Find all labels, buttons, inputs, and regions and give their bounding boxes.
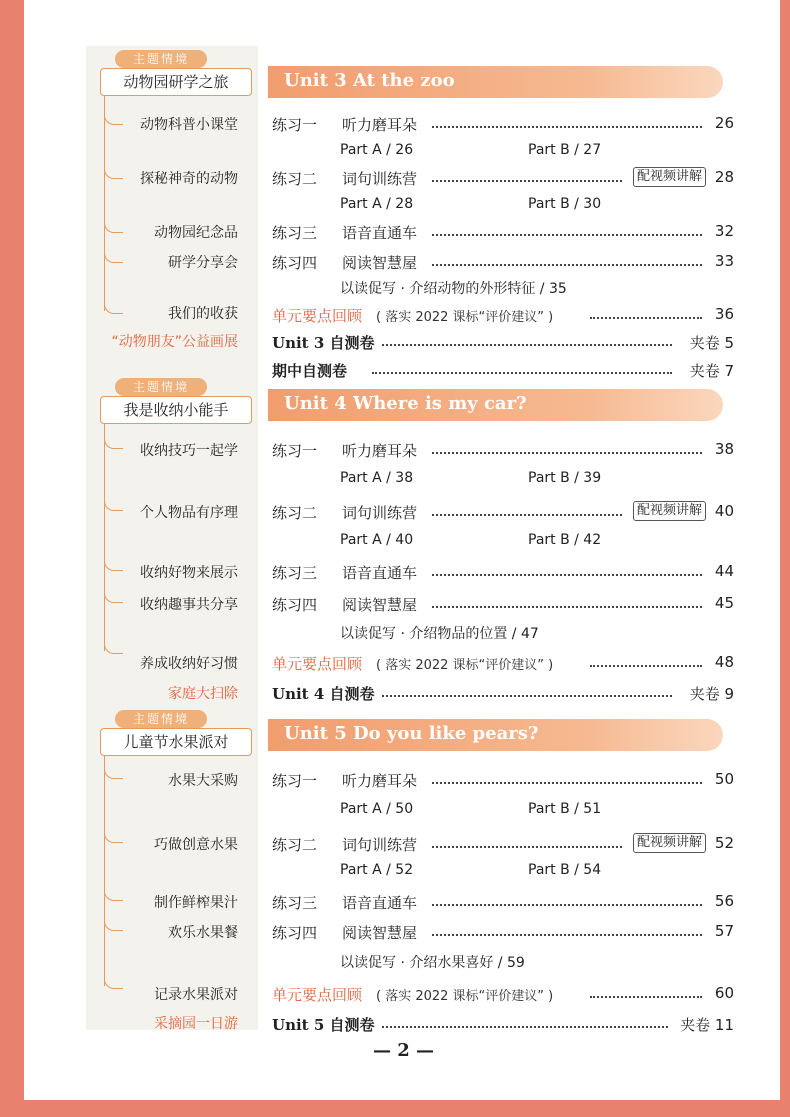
toc-row-unit-test[interactable]: [272, 332, 734, 354]
tree-line: [104, 756, 105, 986]
dot-leader: [382, 1026, 668, 1028]
exercise-name: 听力磨耳朵: [342, 442, 418, 460]
review-label: 单元要点回顾: [272, 655, 363, 673]
page-footer-number: — 2 —: [373, 1040, 435, 1061]
tree-line: [104, 96, 105, 311]
exercise-number: 练习四: [272, 596, 318, 614]
exercise-number: 练习四: [272, 924, 318, 942]
toc-row-exercise-1[interactable]: [272, 440, 734, 462]
activity-label: 水果大采购: [168, 773, 238, 789]
exercise-number: 练习一: [272, 772, 318, 790]
toc-row-unit-test[interactable]: [272, 683, 734, 705]
activity-label: 巧做创意水果: [154, 837, 238, 853]
theme-title: 儿童节水果派对: [100, 728, 252, 756]
toc-row-exercise-2[interactable]: [272, 502, 734, 524]
writing-task-link[interactable]: 以读促写 · 介绍物品的位置 / 47: [340, 626, 539, 642]
tree-line: [104, 424, 105, 651]
exercise-name: 词句训练营: [342, 170, 418, 188]
activity-label: 研学分享会: [168, 255, 238, 271]
writing-task-link[interactable]: 以读促写 · 介绍动物的外形特征 / 35: [340, 281, 567, 297]
page-number: 夹卷 9: [689, 685, 734, 703]
dot-leader: [590, 665, 702, 667]
dot-leader: [432, 782, 702, 784]
video-explanation-badge[interactable]: 配视频讲解: [633, 167, 706, 187]
exercise-name: 阅读智慧屋: [342, 596, 418, 614]
toc-row-midterm-test[interactable]: [272, 360, 734, 382]
exercise-name: 听力磨耳朵: [342, 116, 418, 134]
dot-leader: [372, 372, 672, 374]
dot-leader: [432, 846, 622, 848]
exercise-name: 语音直通车: [342, 894, 418, 912]
toc-row-exercise-4[interactable]: [272, 594, 734, 616]
page-number: 56: [714, 892, 734, 910]
dot-leader: [432, 452, 702, 454]
theme-tag: 主题情境: [115, 710, 207, 728]
theme-side-panel: [86, 46, 258, 1030]
theme-tag: 主题情境: [115, 378, 207, 396]
page-number: 45: [714, 594, 734, 612]
part-b-link[interactable]: Part B / 30: [528, 196, 602, 212]
toc-row-exercise-2[interactable]: [272, 834, 734, 856]
unit-test-label: Unit 5 自测卷: [272, 1016, 375, 1034]
exercise-number: 练习一: [272, 116, 318, 134]
part-a-link[interactable]: Part A / 38: [340, 470, 414, 486]
activity-label: 收纳趣事共分享: [140, 597, 238, 613]
toc-row-review[interactable]: [272, 984, 734, 1006]
review-note: ( 落实 2022 课标“评价建议” ): [376, 658, 554, 673]
page-number: 26: [714, 114, 734, 132]
review-note: ( 落实 2022 课标“评价建议” ): [376, 310, 554, 325]
unit-title: Unit 4 Where is my car?: [284, 393, 527, 414]
toc-row-review[interactable]: [272, 653, 734, 675]
exercise-name: 阅读智慧屋: [342, 924, 418, 942]
toc-row-review[interactable]: [272, 305, 734, 327]
page-number: 32: [714, 222, 734, 240]
dot-leader: [432, 180, 622, 182]
page-number: 33: [714, 252, 734, 270]
unit-banner: [268, 66, 723, 98]
theme-tag: 主题情境: [115, 50, 207, 68]
review-label: 单元要点回顾: [272, 986, 363, 1004]
part-a-link[interactable]: Part A / 50: [340, 801, 414, 817]
page-number: 28: [714, 168, 734, 186]
toc-row-exercise-2[interactable]: [272, 168, 734, 190]
part-b-link[interactable]: Part B / 54: [528, 862, 602, 878]
dot-leader: [432, 234, 702, 236]
page-number: 50: [714, 770, 734, 788]
activity-label: 收纳好物来展示: [140, 565, 238, 581]
toc-row-exercise-3[interactable]: [272, 562, 734, 584]
exercise-number: 练习一: [272, 442, 318, 460]
unit-banner: [268, 719, 723, 751]
final-activity: 采摘园一日游: [154, 1016, 238, 1032]
page-number: 52: [714, 834, 734, 852]
dot-leader: [382, 344, 672, 346]
activity-label: 记录水果派对: [154, 987, 238, 1003]
activity-label: 养成收纳好习惯: [140, 656, 238, 672]
activity-label: 我们的收获: [168, 306, 238, 322]
activity-label: 收纳技巧一起学: [140, 443, 238, 459]
page-number: 夹卷 5: [689, 334, 734, 352]
page-number: 36: [714, 305, 734, 323]
exercise-name: 语音直通车: [342, 564, 418, 582]
toc-row-exercise-4[interactable]: [272, 252, 734, 274]
exercise-name: 听力磨耳朵: [342, 772, 418, 790]
unit-banner: [268, 389, 723, 421]
dot-leader: [382, 695, 672, 697]
exercise-name: 语音直通车: [342, 224, 418, 242]
exercise-number: 练习三: [272, 894, 318, 912]
midterm-test-label: 期中自测卷: [272, 362, 348, 380]
final-activity: “动物朋友”公益画展: [111, 334, 238, 350]
activity-label: 动物园纪念品: [154, 225, 238, 241]
dot-leader: [432, 514, 622, 516]
part-b-link[interactable]: Part B / 51: [528, 801, 602, 817]
part-a-link[interactable]: Part A / 26: [340, 142, 414, 158]
activity-label: 欢乐水果餐: [168, 925, 238, 941]
dot-leader: [432, 264, 702, 266]
exercise-name: 词句训练营: [342, 836, 418, 854]
toc-row-exercise-3[interactable]: [272, 222, 734, 244]
review-label: 单元要点回顾: [272, 307, 363, 325]
exercise-name: 阅读智慧屋: [342, 254, 418, 272]
activity-label: 个人物品有序理: [140, 505, 238, 521]
page-number: 40: [714, 502, 734, 520]
exercise-number: 练习四: [272, 254, 318, 272]
page-number: 48: [714, 653, 734, 671]
page-number: 夹卷 7: [689, 362, 734, 380]
theme-title: 我是收纳小能手: [100, 396, 252, 424]
toc-row-exercise-1[interactable]: [272, 770, 734, 792]
dot-leader: [590, 996, 702, 998]
exercise-number: 练习二: [272, 170, 318, 188]
page-number: 44: [714, 562, 734, 580]
page-number: 60: [714, 984, 734, 1002]
toc-row-unit-test[interactable]: [272, 1014, 734, 1036]
video-explanation-badge[interactable]: 配视频讲解: [633, 833, 706, 853]
dot-leader: [432, 904, 702, 906]
page-number: 38: [714, 440, 734, 458]
part-a-link[interactable]: Part A / 40: [340, 532, 414, 548]
unit-title: Unit 5 Do you like pears?: [284, 723, 539, 744]
exercise-number: 练习三: [272, 224, 318, 242]
part-b-link[interactable]: Part B / 42: [528, 532, 602, 548]
toc-row-exercise-3[interactable]: [272, 892, 734, 914]
dot-leader: [432, 126, 702, 128]
toc-row-exercise-4[interactable]: [272, 922, 734, 944]
part-a-link[interactable]: Part A / 52: [340, 862, 414, 878]
toc-row-exercise-1[interactable]: [272, 114, 734, 136]
part-b-link[interactable]: Part B / 27: [528, 142, 602, 158]
part-b-link[interactable]: Part B / 39: [528, 470, 602, 486]
unit-test-label: Unit 3 自测卷: [272, 334, 375, 352]
page-number: 57: [714, 922, 734, 940]
exercise-number: 练习二: [272, 836, 318, 854]
part-a-link[interactable]: Part A / 28: [340, 196, 414, 212]
activity-label: 动物科普小课堂: [140, 117, 238, 133]
review-note: ( 落实 2022 课标“评价建议” ): [376, 989, 554, 1004]
unit-test-label: Unit 4 自测卷: [272, 685, 375, 703]
writing-task-link[interactable]: 以读促写 · 介绍水果喜好 / 59: [340, 955, 525, 971]
exercise-number: 练习三: [272, 564, 318, 582]
theme-title: 动物园研学之旅: [100, 68, 252, 96]
final-activity: 家庭大扫除: [168, 686, 238, 702]
activity-label: 制作鲜榨果汁: [154, 895, 238, 911]
activity-label: 探秘神奇的动物: [140, 171, 238, 187]
exercise-name: 词句训练营: [342, 504, 418, 522]
unit-title: Unit 3 At the zoo: [284, 70, 455, 91]
dot-leader: [432, 934, 702, 936]
page-number: 夹卷 11: [680, 1016, 734, 1034]
dot-leader: [590, 317, 702, 319]
video-explanation-badge[interactable]: 配视频讲解: [633, 501, 706, 521]
dot-leader: [432, 574, 702, 576]
exercise-number: 练习二: [272, 504, 318, 522]
dot-leader: [432, 606, 702, 608]
